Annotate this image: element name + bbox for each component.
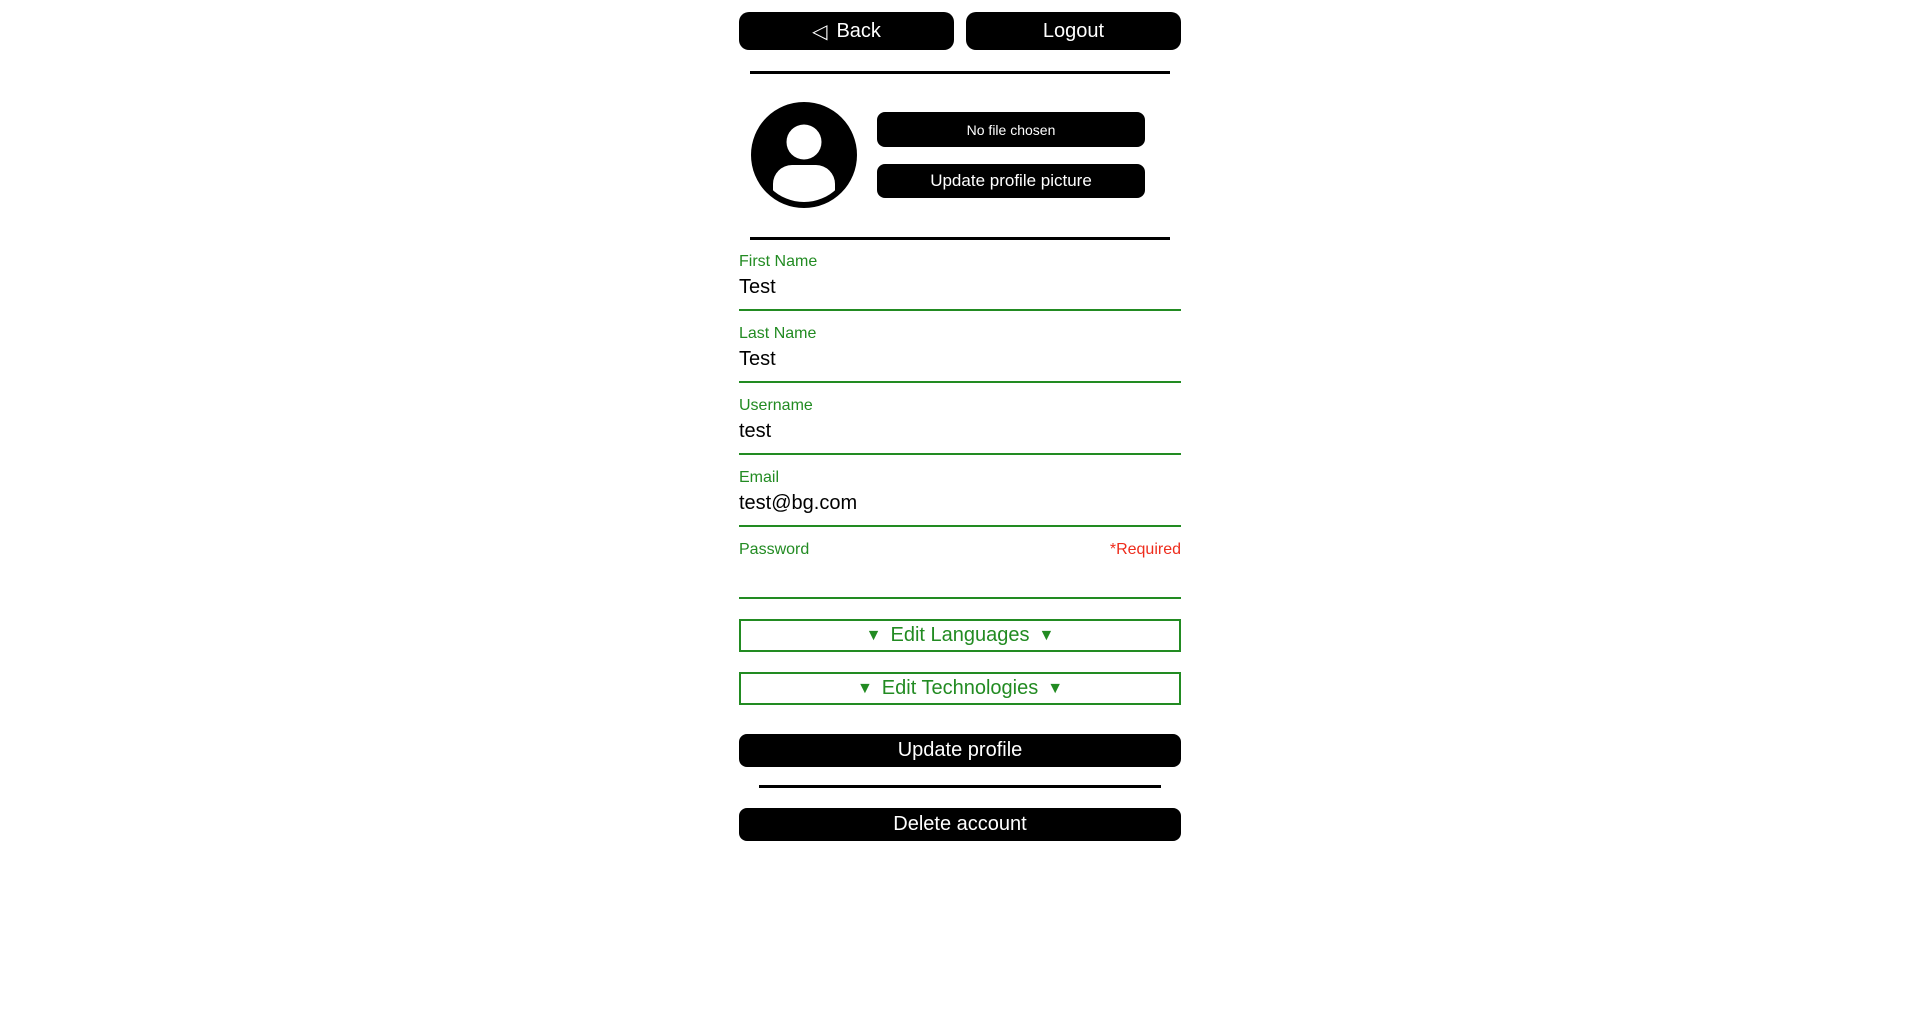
username-field-group (739, 396, 1181, 455)
update-profile-picture-label: Update profile picture (930, 171, 1092, 190)
edit-languages-button[interactable] (739, 619, 1181, 652)
header (739, 12, 1181, 50)
chevron-down-icon: ▼ (856, 679, 873, 697)
chevron-down-icon: ▼ (865, 626, 882, 644)
first-name-input[interactable] (739, 271, 1181, 311)
email-input[interactable] (739, 487, 1181, 527)
file-input-status: No file chosen (966, 121, 1056, 138)
first-name-field-group (739, 252, 1181, 311)
chevron-down-icon: ▼ (1047, 679, 1064, 697)
delete-account-button[interactable] (739, 808, 1181, 841)
edit-languages-label: Edit Languages (890, 624, 1030, 646)
back-arrow-icon: ◁ (812, 20, 828, 43)
person-circle-icon (751, 102, 857, 208)
logout-button[interactable] (966, 12, 1181, 50)
first-name-label: First Name (739, 253, 818, 270)
chevron-down-icon: ▼ (1038, 626, 1055, 644)
email-field-group (739, 468, 1181, 527)
profile-form (739, 252, 1181, 841)
last-name-input[interactable] (739, 343, 1181, 383)
edit-technologies-label: Edit Technologies (881, 677, 1039, 699)
profile-picture-controls (877, 112, 1145, 198)
update-profile-picture-button[interactable] (877, 164, 1145, 198)
delete-account-label: Delete account (893, 813, 1027, 835)
picture-form-divider (750, 237, 1170, 240)
email-label: Email (739, 469, 780, 486)
header-divider (750, 71, 1170, 74)
password-label: Password (739, 541, 810, 558)
profile-picture-section (739, 102, 1181, 208)
password-field-group (739, 540, 1181, 599)
password-required-note: *Required (1109, 541, 1181, 558)
last-name-label: Last Name (739, 325, 817, 342)
back-button-label: Back (836, 19, 881, 42)
file-input[interactable] (877, 112, 1145, 147)
profile-page (739, 0, 1181, 841)
update-profile-label: Update profile (897, 739, 1023, 761)
danger-zone-divider (759, 785, 1161, 788)
username-input[interactable] (739, 415, 1181, 455)
back-button[interactable] (739, 12, 954, 50)
update-profile-button[interactable] (739, 734, 1181, 767)
edit-technologies-button[interactable] (739, 672, 1181, 705)
last-name-field-group (739, 324, 1181, 383)
username-label: Username (739, 397, 813, 414)
avatar (751, 102, 857, 208)
password-input[interactable] (739, 559, 1181, 599)
logout-button-label: Logout (1042, 19, 1105, 42)
password-label-row (739, 540, 1181, 559)
